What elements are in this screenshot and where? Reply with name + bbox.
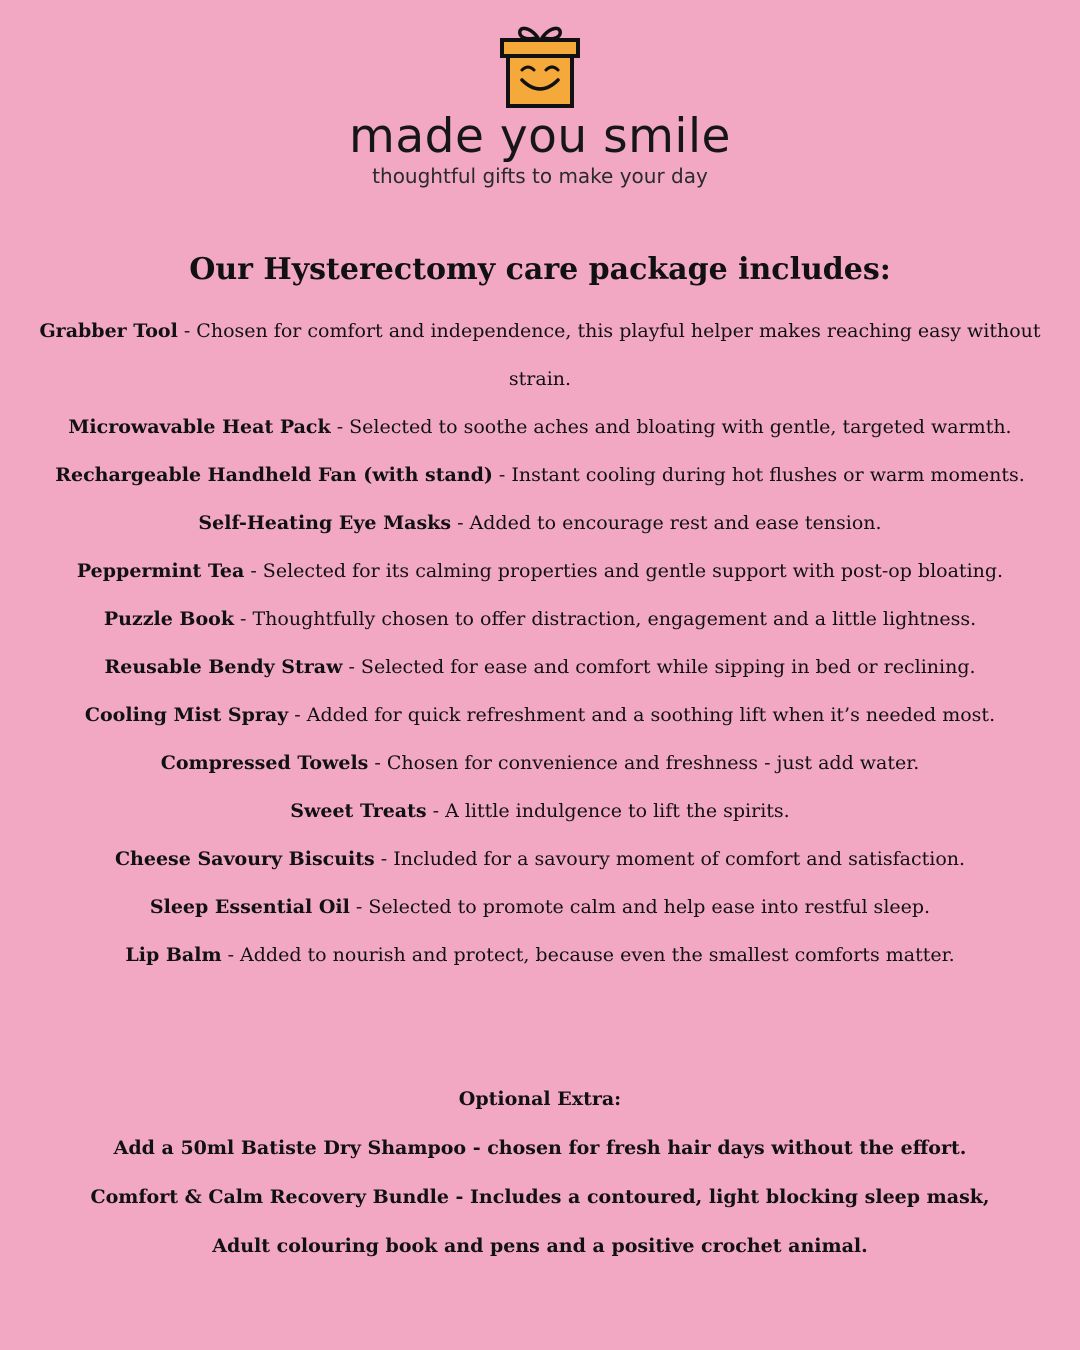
item-name: Cheese Savoury Biscuits: [114, 848, 375, 870]
optional-extra-section: [32, 1075, 1048, 1271]
item-name: Lip Balm: [125, 944, 222, 966]
optional-extra-title: Optional Extra:: [458, 1088, 622, 1110]
list-item: [32, 787, 1048, 835]
list-item: [32, 883, 1048, 931]
list-item: [32, 691, 1048, 739]
list-item: [32, 643, 1048, 691]
item-description: - Selected to soothe aches and bloating with gentle, targeted warmth.: [330, 416, 1012, 438]
item-name: Cooling Mist Spray: [84, 704, 289, 726]
item-name: Rechargeable Handheld Fan (with stand): [55, 464, 493, 486]
list-item: [32, 547, 1048, 595]
item-description: - Instant cooling during hot flushes or warm moments.: [492, 464, 1025, 486]
list-item: [32, 739, 1048, 787]
list-item: [32, 307, 1048, 403]
item-name: Reusable Bendy Straw: [104, 656, 343, 678]
item-name: Compressed Towels: [160, 752, 369, 774]
item-description: - Selected for its calming properties and gentle support with post-op bloating.: [244, 560, 1004, 582]
item-description: - Added to nourish and protect, because even the smallest comforts matter.: [221, 944, 955, 966]
smiling-gift-box-icon: [498, 24, 582, 110]
item-name: Sleep Essential Oil: [149, 896, 350, 918]
item-name: Microwavable Heat Pack: [68, 416, 331, 438]
list-item: [32, 595, 1048, 643]
list-item: [32, 499, 1048, 547]
page-title: Our Hysterectomy care package includes:: [189, 252, 891, 287]
package-items-list: [32, 307, 1048, 979]
item-name: Sweet Treats: [290, 800, 427, 822]
item-name: Puzzle Book: [103, 608, 234, 630]
brand-tagline: thoughtful gifts to make your day: [372, 164, 708, 188]
item-description: - Added to encourage rest and ease tension.: [451, 512, 882, 534]
optional-extra-line: Comfort & Calm Recovery Bundle - Includes a contoured, light blocking sleep mask,: [90, 1186, 990, 1208]
brand-logo: [0, 24, 1080, 191]
list-item: [32, 931, 1048, 979]
item-description: - Included for a savoury moment of comfort and satisfaction.: [374, 848, 966, 870]
brand-name: made you smile: [349, 109, 731, 164]
item-description: - Added for quick refreshment and a soothing lift when it’s needed most.: [288, 704, 996, 726]
item-description: - Selected to promote calm and help ease into restful sleep.: [349, 896, 931, 918]
optional-extra-line: Adult colouring book and pens and a positive crochet animal.: [212, 1235, 868, 1257]
list-item: [32, 835, 1048, 883]
item-description: - Thoughtfully chosen to offer distraction, engagement and a little lightness.: [234, 608, 977, 630]
list-item: [32, 451, 1048, 499]
item-description: - Chosen for convenience and freshness - just add water.: [368, 752, 920, 774]
optional-extra-line: Add a 50ml Batiste Dry Shampoo - chosen for fresh hair days without the effort.: [113, 1137, 967, 1159]
item-description: - A little indulgence to lift the spirits.: [426, 800, 790, 822]
item-name: Grabber Tool: [39, 320, 178, 342]
item-description: - Chosen for comfort and independence, this playful helper makes reaching easy without strain.: [177, 320, 1041, 390]
item-name: Peppermint Tea: [76, 560, 245, 582]
list-item: [32, 403, 1048, 451]
item-description: - Selected for ease and comfort while sipping in bed or reclining.: [342, 656, 976, 678]
item-name: Self-Heating Eye Masks: [198, 512, 452, 534]
